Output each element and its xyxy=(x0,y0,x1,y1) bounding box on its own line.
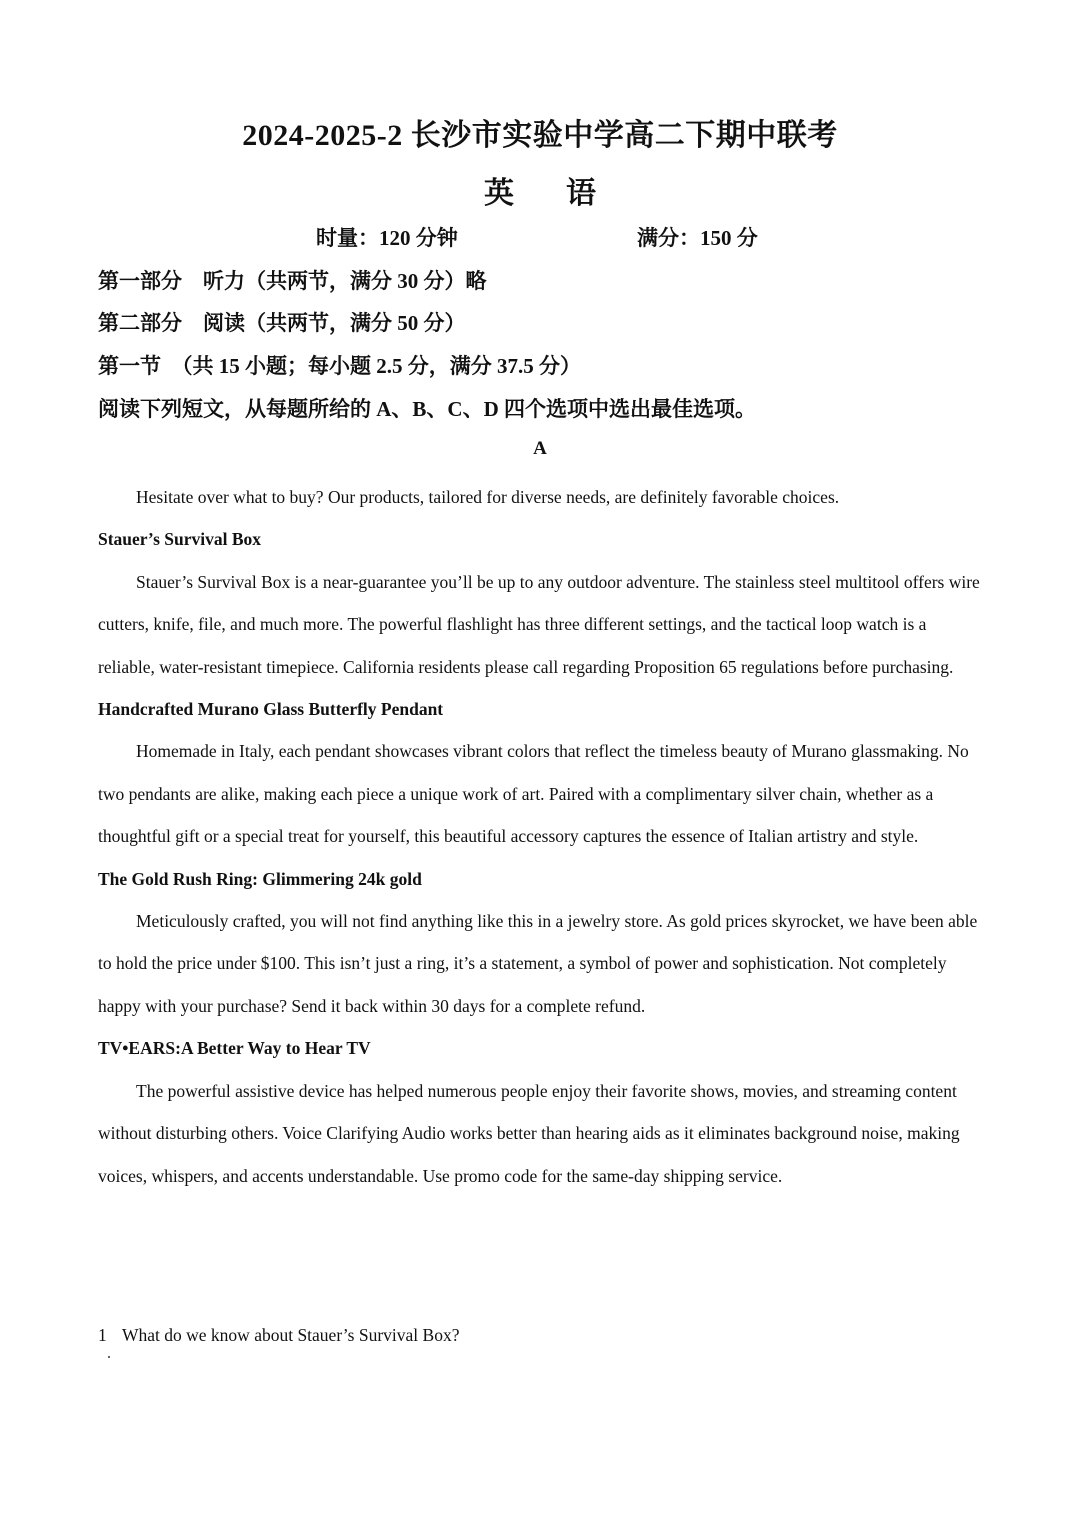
exam-meta xyxy=(0,222,1080,252)
exam-duration: 时量：120 分钟 xyxy=(316,226,458,250)
exam-subject xyxy=(0,168,1080,212)
question-item xyxy=(98,1325,459,1346)
product-description: Homemade in Italy, each pendant showcases vibrant colors that reflect the timeless beauty of Murano glassmaking. No two pendants are alike, making each piece a unique work of art. Paired with a complimentary silver chain, whether as a thoughtful gift or a special treat for yourself, this beautiful accessory captures the essence of Italian artistry and style. xyxy=(98,741,969,847)
part1-heading: 第一部分 听力（共两节，满分 30 分）略 xyxy=(98,269,487,293)
scan-dot xyxy=(108,1356,110,1358)
question-number: 1 xyxy=(98,1325,107,1345)
subsection1-heading: 第一节 （共 15 小题；每小题 2.5 分，满分 37.5 分） xyxy=(98,354,581,378)
product-name: TV•EARS:A Better Way to Hear TV xyxy=(98,1038,371,1059)
passage-intro: Hesitate over what to buy? Our products, tailored for diverse needs, are definitely favorable choices. xyxy=(136,487,840,507)
subject-char-2: 语 xyxy=(566,177,596,210)
product-name: Handcrafted Murano Glass Butterfly Pendant xyxy=(98,699,444,720)
product-name: Stauer’s Survival Box xyxy=(98,529,262,550)
passage-body xyxy=(98,476,982,1197)
question-text: What do we know about Stauer’s Survival Box? xyxy=(122,1325,460,1345)
part2-heading: 第二部分 阅读（共两节，满分 50 分） xyxy=(98,311,466,335)
exam-full-score: 满分：150 分 xyxy=(637,226,758,250)
subject-char-1: 英 xyxy=(484,177,514,210)
product-description: Stauer’s Survival Box is a near-guarantee you’ll be up to any outdoor adventure. The stainless steel multitool offers wire cutters, knife, file, and much more. The powerful flashlight has three different settings, and the tactical loop watch is a reliable, water-resistant timepiece. California residents please call regarding Proposition 65 regulations before purchasing. xyxy=(98,571,980,677)
product-description: Meticulously crafted, you will not find anything like this in a jewelry store. As gold prices skyrocket, we have been able to hold the price under $100. This isn’t just a ring, it’s a statement, a symbol of power and sophistication. Not completely happy with your purchase? Send it back within 30 days for a complete refund. xyxy=(98,911,978,1016)
exam-title: 2024-2025-2 长沙市实验中学高二下期中联考 xyxy=(242,119,838,152)
product-description: The powerful assistive device has helped numerous people enjoy their favorite shows, movies, and streaming content without disturbing others. Voice Clarifying Audio works better than hearing aids as it eliminates background noise, making voices, whispers, and accents understandable. Use promo code for the same-day shipping service. xyxy=(98,1080,960,1186)
reading-instruction: 阅读下列短文，从每题所给的 A、B、C、D 四个选项中选出最佳选项。 xyxy=(98,397,757,421)
product-name: The Gold Rush Ring: Glimmering 24k gold xyxy=(98,868,422,889)
passage-label: A xyxy=(533,438,547,459)
